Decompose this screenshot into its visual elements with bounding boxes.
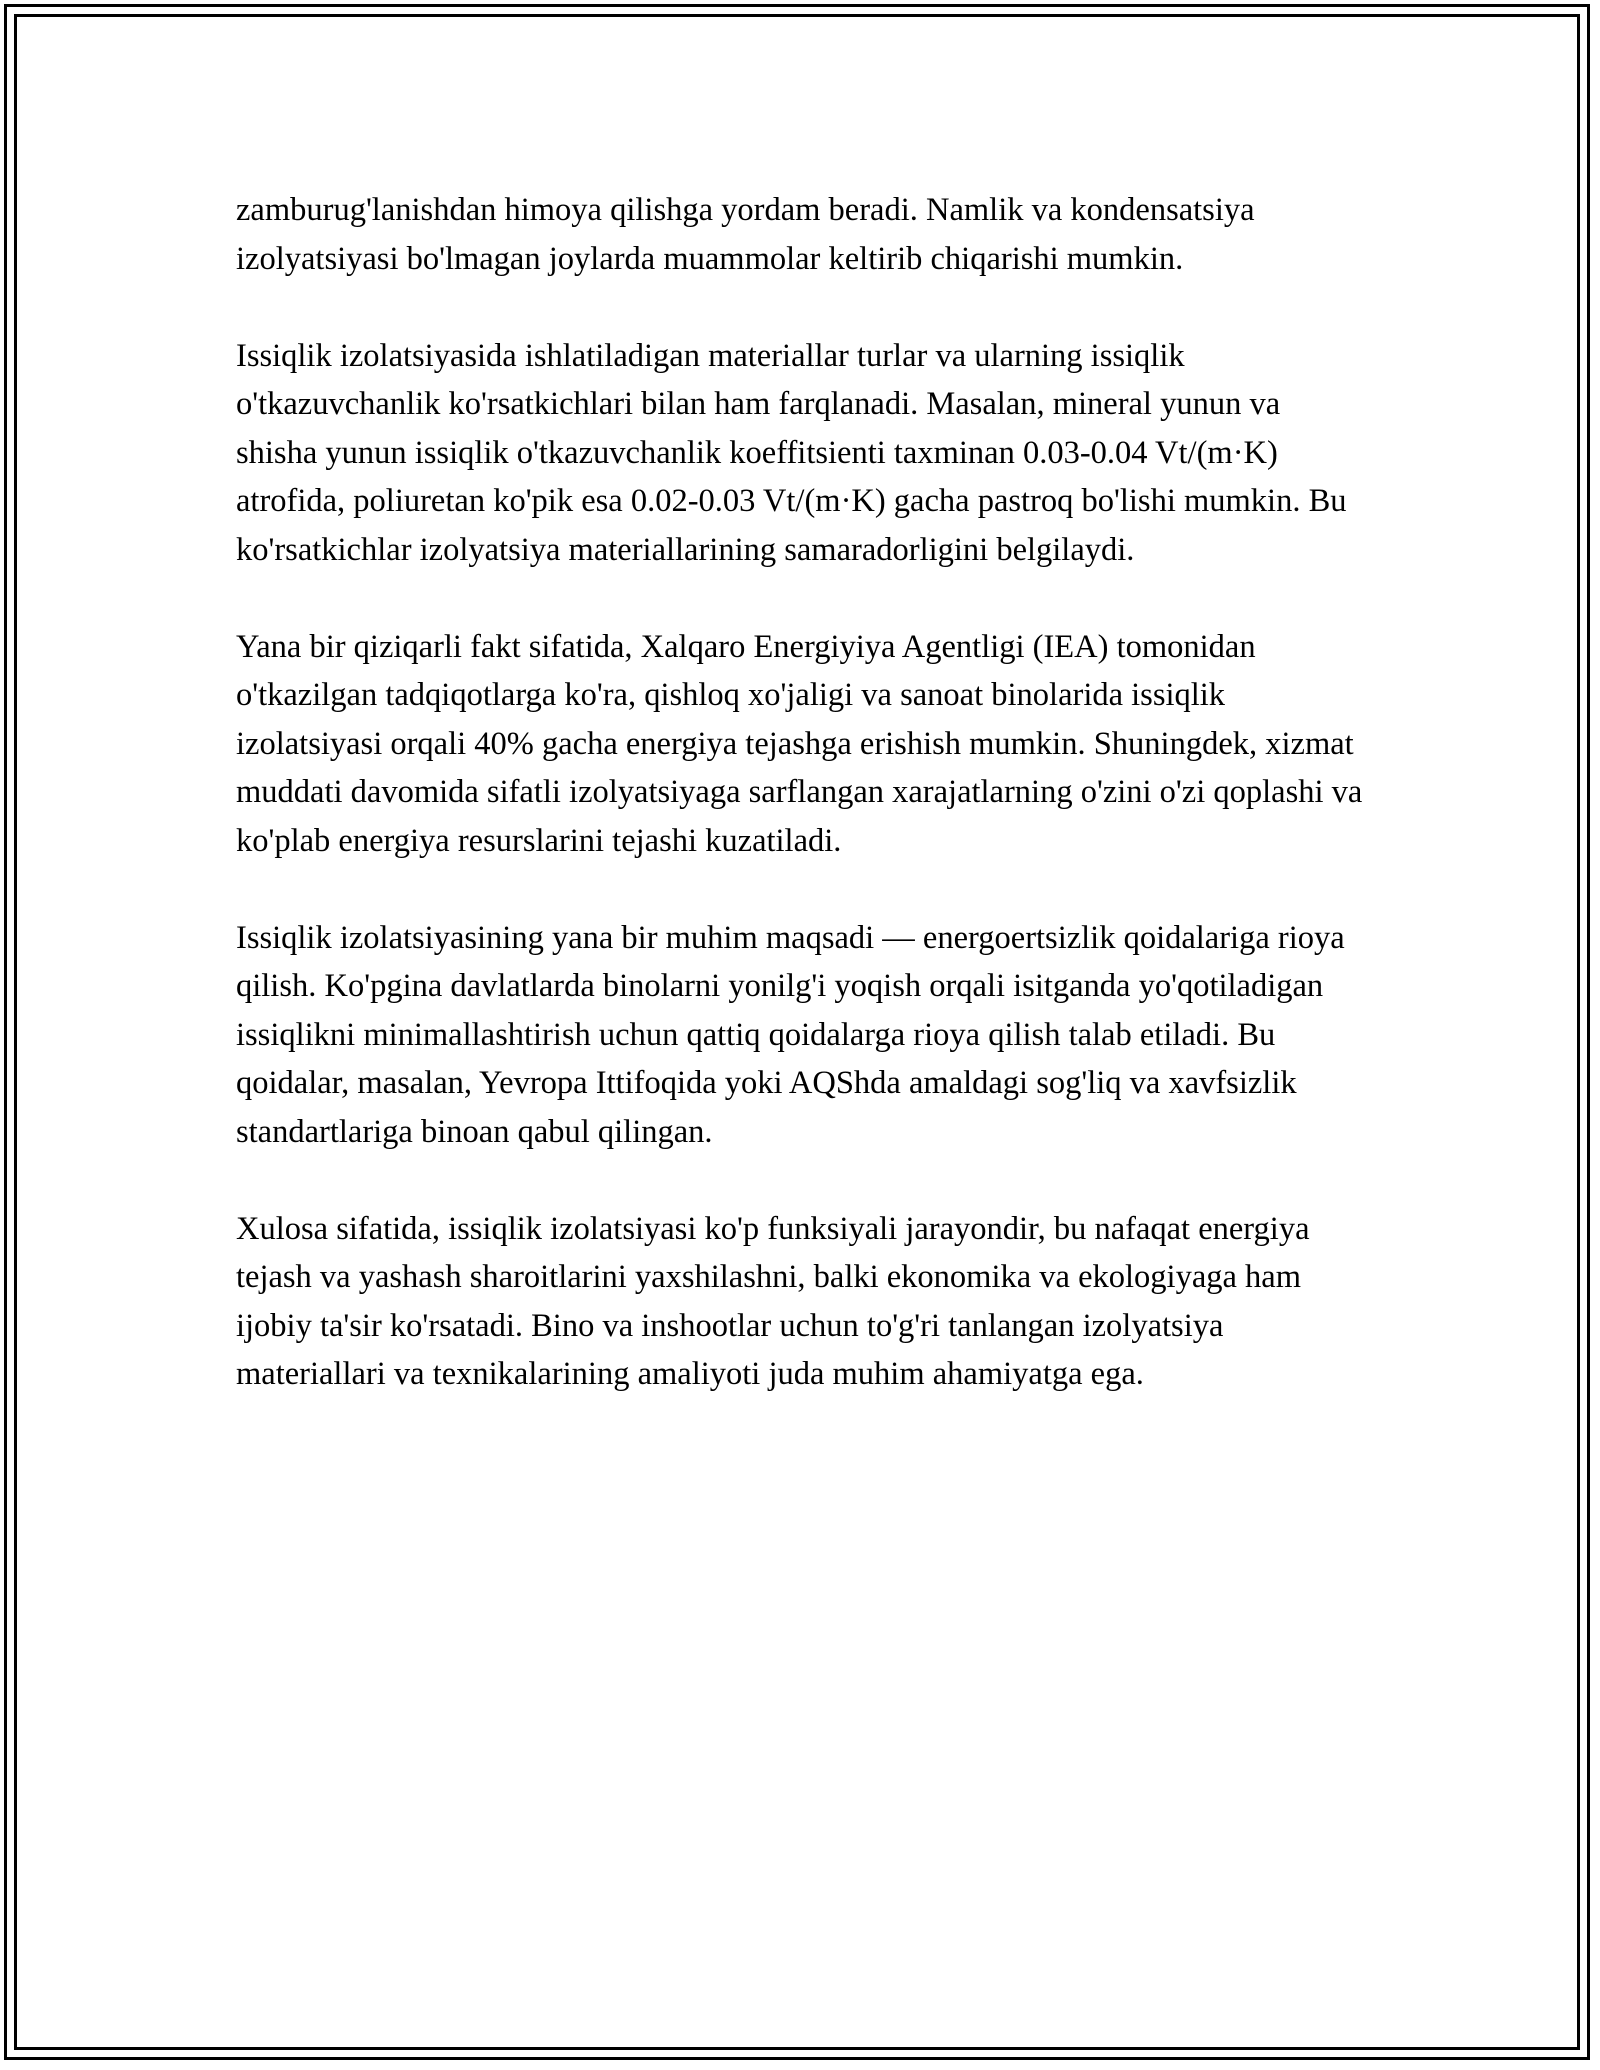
- paragraph: Issiqlik izolatsiyasining yana bir muhim maqsadi — energoertsizlik qoidalariga rioya qilish. Ko'pgina davlatlarda binolarni yonilg'i yoqish orqali isitganda yo'qotiladigan issiqlikni minimallashtirish uchun qattiq qoidalarga rioya qilish talab etiladi. Bu qoidalar, masalan, Yevropa Ittifoqida yoki AQShda amaldagi sog'liq va xavfsizlik standartlariga binoan qabul qilingan.: [236, 919, 1345, 1150]
- paragraph: Yana bir qiziqarli fakt sifatida, Xalqaro Energiyiya Agentligi (IEA) tomonidan o'tkazilgan tadqiqotlarga ko'ra, qishloq xo'jaligi va sanoat binolarida issiqlik izolatsiyasi orqali 40% gacha energiya tejashga erishish mumkin. Shuningdek, xizmat muddati davomida sifatli izolyatsiyaga sarflangan xarajatlarning o'zini o'zi qoplashi va ko'plab energiya resurslarini tejashi kuzatiladi.: [236, 628, 1363, 859]
- paragraph: zamburug'lanishdan himoya qilishga yordam beradi. Namlik va kondensatsiya izolyatsiyasi bo'lmagan joylarda muammolar keltirib chiqarishi mumkin.: [236, 192, 1255, 277]
- document-body: [236, 186, 1366, 1399]
- paragraph: Xulosa sifatida, issiqlik izolatsiyasi ko'p funksiyali jarayondir, bu nafaqat energiya tejash va yashash sharoitlarini yaxshilashni, balki ekonomika va ekologiyaga ham ijobiy ta'sir ko'rsatadi. Bino va inshootlar uchun to'g'ri tanlangan izolyatsiya materiallari va texnikalarining amaliyoti juda muhim ahamiyatga ega.: [236, 1210, 1310, 1392]
- paragraph: Issiqlik izolatsiyasida ishlatiladigan materiallar turlar va ularning issiqlik o'tkazuvchanlik ko'rsatkichlari bilan ham farqlanadi. Masalan, mineral yunun va shisha yunun issiqlik o'tkazuvchanlik koeffitsienti taxminan 0.03-0.04 Vt/(m·K) atrofida, poliuretan ko'pik esa 0.02-0.03 Vt/(m·K) gacha pastroq bo'lishi mumkin. Bu ko'rsatkichlar izolyatsiya materiallarining samaradorligini belgilaydi.: [236, 337, 1347, 568]
